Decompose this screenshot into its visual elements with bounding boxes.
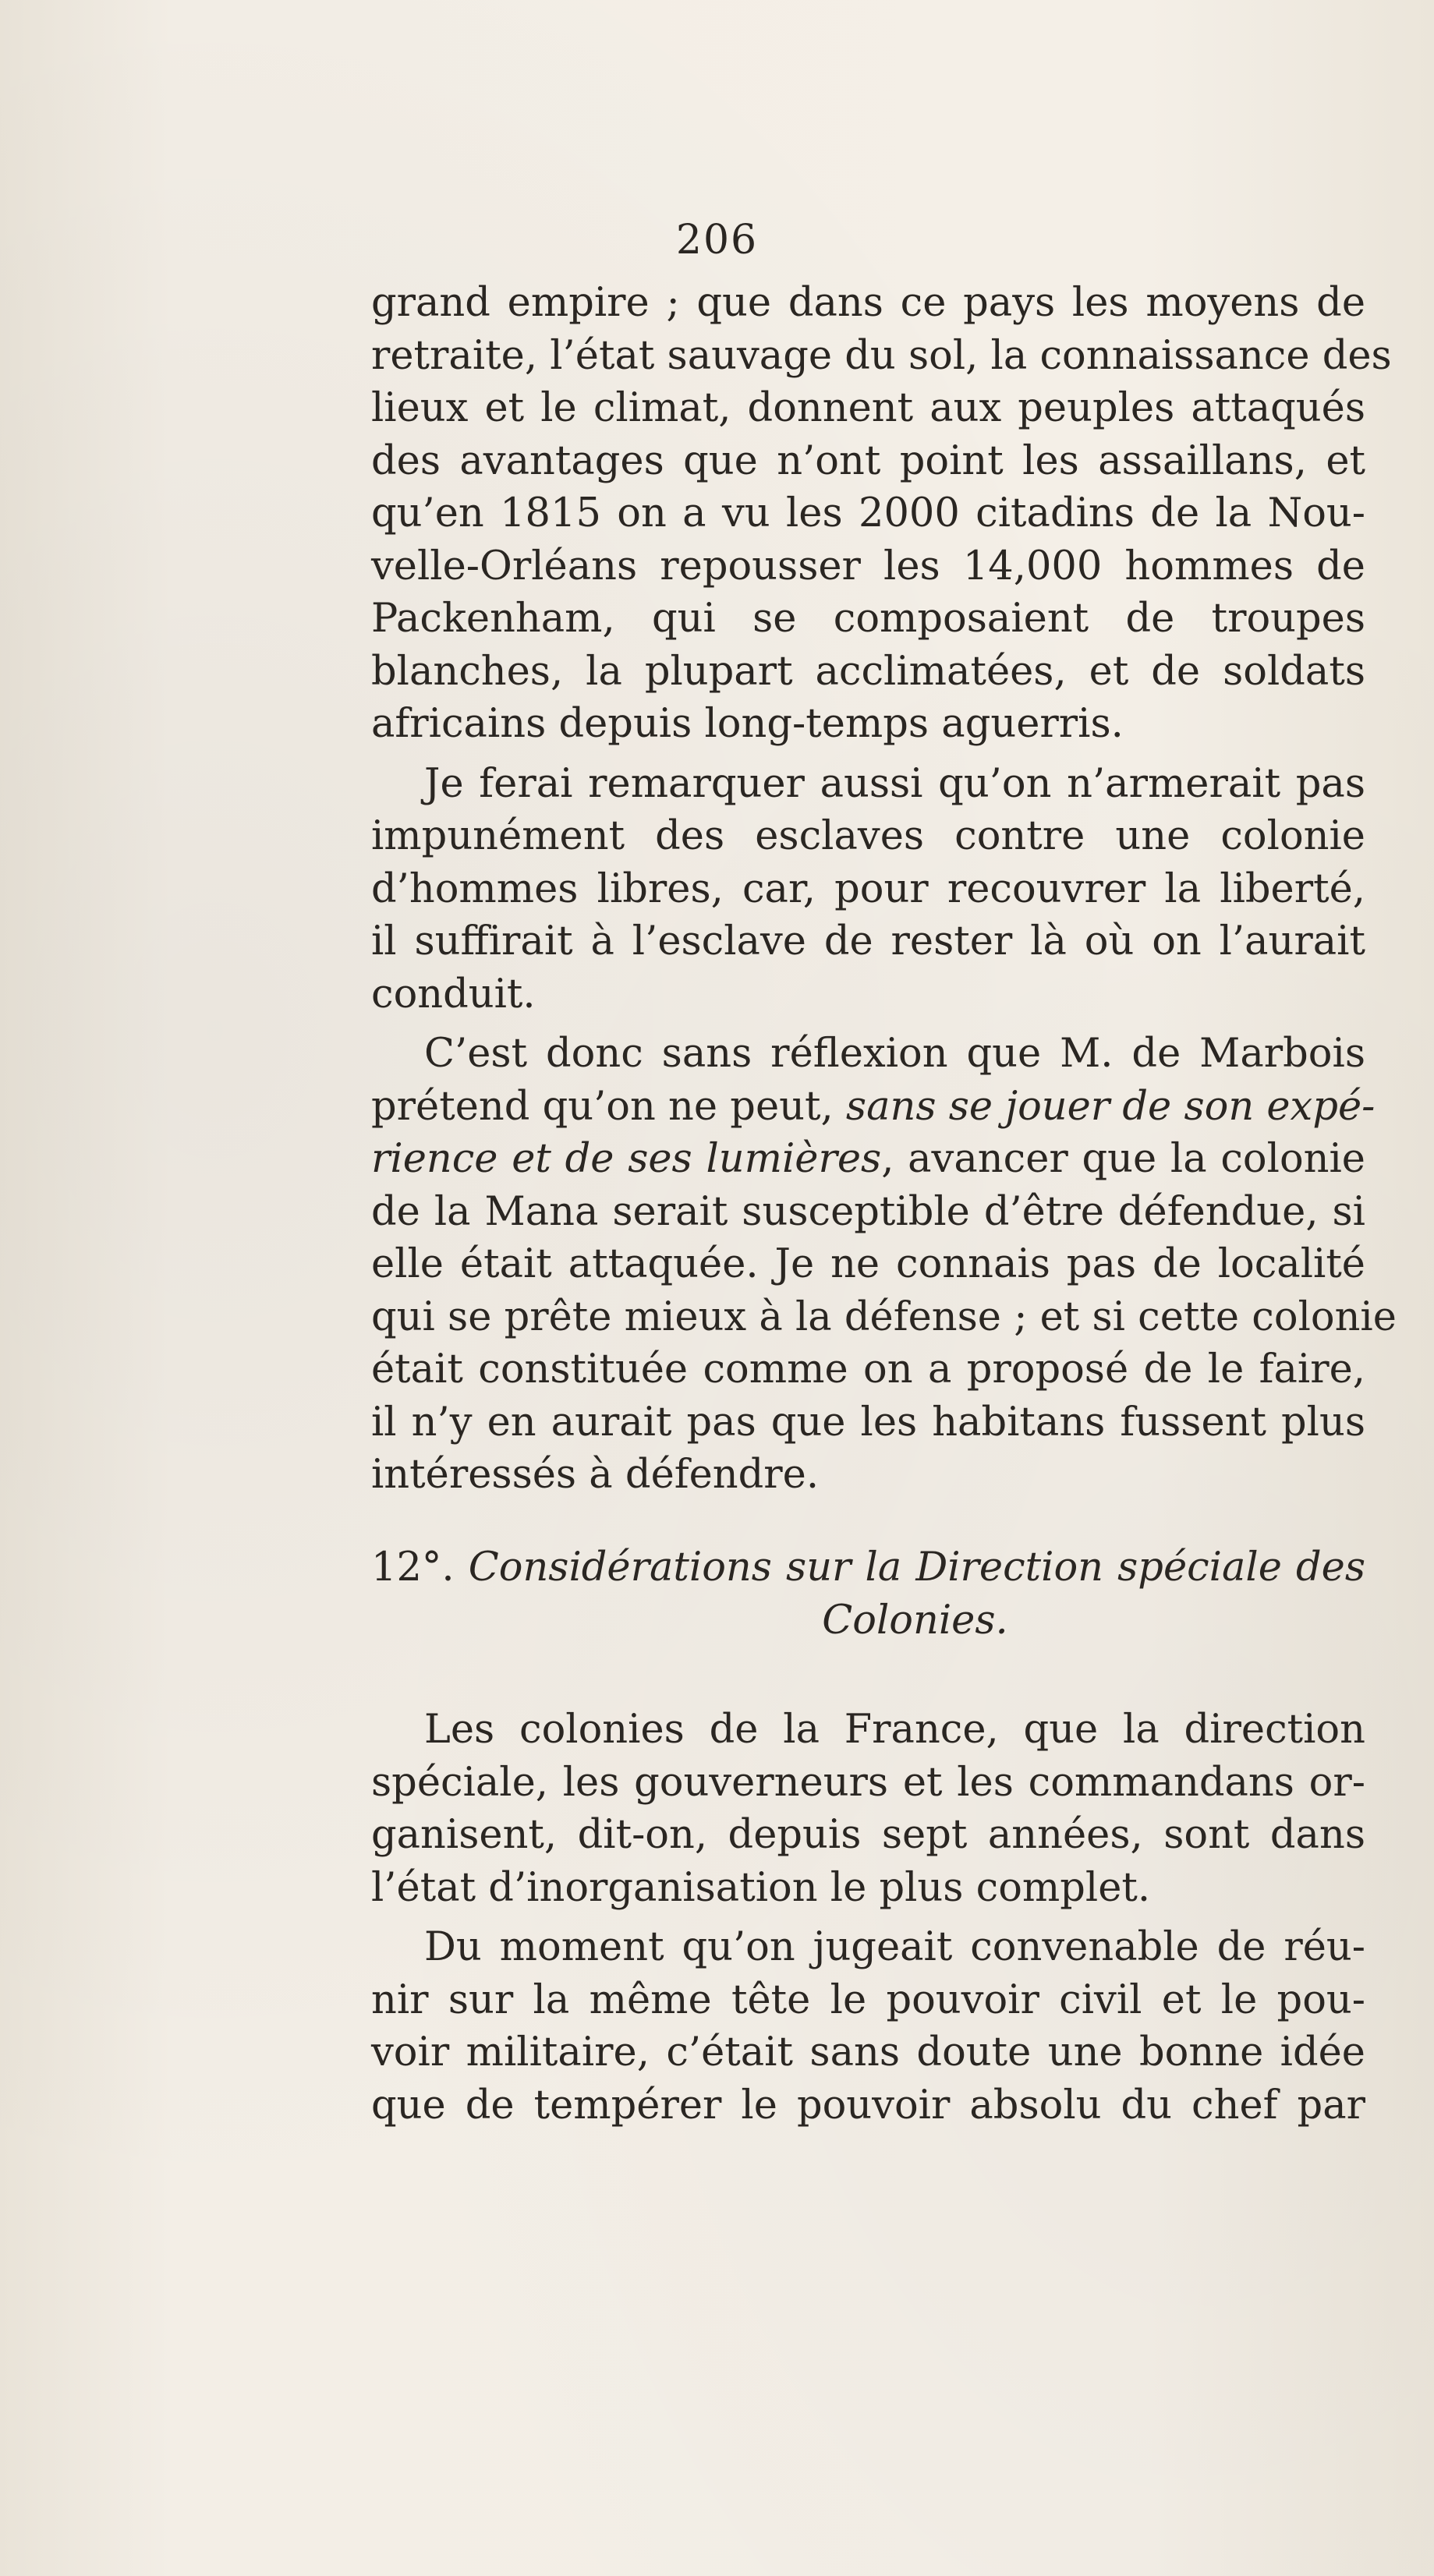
body-text-lower: [371, 1704, 1365, 2132]
text-line: [371, 1133, 1365, 1186]
section-heading: [371, 1541, 1365, 1647]
text-line: Packenham, qui se composaient de troupes: [371, 596, 1365, 642]
text-line: Les colonies de la France, que la direction: [424, 1707, 1365, 1753]
section-heading-line: [371, 1541, 1365, 1594]
text-line: que de tempérer le pouvoir absolu du chef par: [371, 2082, 1365, 2128]
text-line: des avantages que n’ont point les assaillans, et: [371, 437, 1365, 484]
paragraph-5: [371, 1921, 1365, 2132]
text-span: , avancer que la colonie: [881, 1136, 1365, 1182]
text-line: de la Mana serait susceptible d’être défendue, si: [371, 1188, 1365, 1235]
text-line: spéciale, les gouverneurs et les commandans or-: [371, 1759, 1365, 1806]
text-line: [371, 1081, 1376, 1134]
text-line: d’hommes libres, car, pour recouvrer la liberté,: [371, 865, 1365, 912]
paragraph-4: [371, 1704, 1365, 1914]
text-line: velle-Orléans repousser les 14,000 hommes de: [371, 543, 1365, 589]
italic-quote: rience et de ses lumières: [371, 1136, 882, 1182]
text-line: blanches, la plupart acclimatées, et de soldats: [371, 648, 1365, 695]
text-line: elle était attaquée. Je ne connais pas de localité: [371, 1241, 1365, 1287]
italic-quote: sans se jouer de son expé-: [845, 1083, 1376, 1130]
body-text-upper: [371, 277, 1397, 1502]
text-line: Du moment qu’on jugeait convenable de réu-: [424, 1924, 1365, 1970]
text-line: il suffirait à l’esclave de rester là où on l’aurait: [371, 918, 1365, 964]
text-line: conduit.: [371, 971, 536, 1017]
text-line: nir sur la même tête le pouvoir civil et le pou-: [371, 1976, 1365, 2023]
text-line: Je ferai remarquer aussi qu’on n’armerait pas: [424, 760, 1365, 807]
paragraph-2: [371, 758, 1365, 1021]
text-line: qui se prête mieux à la défense ; et si cette colonie: [371, 1293, 1397, 1340]
text-line: africains depuis long-temps aguerris.: [371, 701, 1124, 747]
text-line: l’état d’inorganisation le plus complet.: [371, 1864, 1151, 1911]
section-title-continued: Colonies.: [822, 1598, 1008, 1644]
section-title: Considérations sur la Direction spéciale des: [468, 1545, 1365, 1591]
text-line: ganisent, dit-on, depuis sept années, sont dans: [371, 1812, 1365, 1858]
text-line: grand empire ; que dans ce pays les moyens de: [371, 280, 1365, 326]
paragraph-3: [371, 1028, 1397, 1502]
text-line: était constituée comme on a proposé de le faire,: [371, 1346, 1365, 1392]
text-line: intéressés à défendre.: [371, 1452, 820, 1498]
text-line: voir militaire, c’était sans doute une bonne idée: [371, 2029, 1365, 2075]
text-line: qu’en 1815 on a vu les 2000 citadins de la Nou-: [371, 490, 1365, 536]
paragraph-1: [371, 277, 1392, 751]
text-line: il n’y en aurait pas que les habitans fussent plus: [371, 1399, 1365, 1445]
text-line: C’est donc sans réflexion que M. de Marbois: [424, 1031, 1365, 1077]
section-number: 12°.: [371, 1545, 469, 1591]
text-line: retraite, l’état sauvage du sol, la connaissance des: [371, 332, 1392, 379]
text-line: lieux et le climat, donnent aux peuples attaqués: [371, 385, 1365, 431]
text-line: impunément des esclaves contre une colonie: [371, 813, 1365, 859]
text-span: prétend qu’on ne peut,: [371, 1083, 846, 1130]
page-number: 206: [675, 217, 759, 264]
